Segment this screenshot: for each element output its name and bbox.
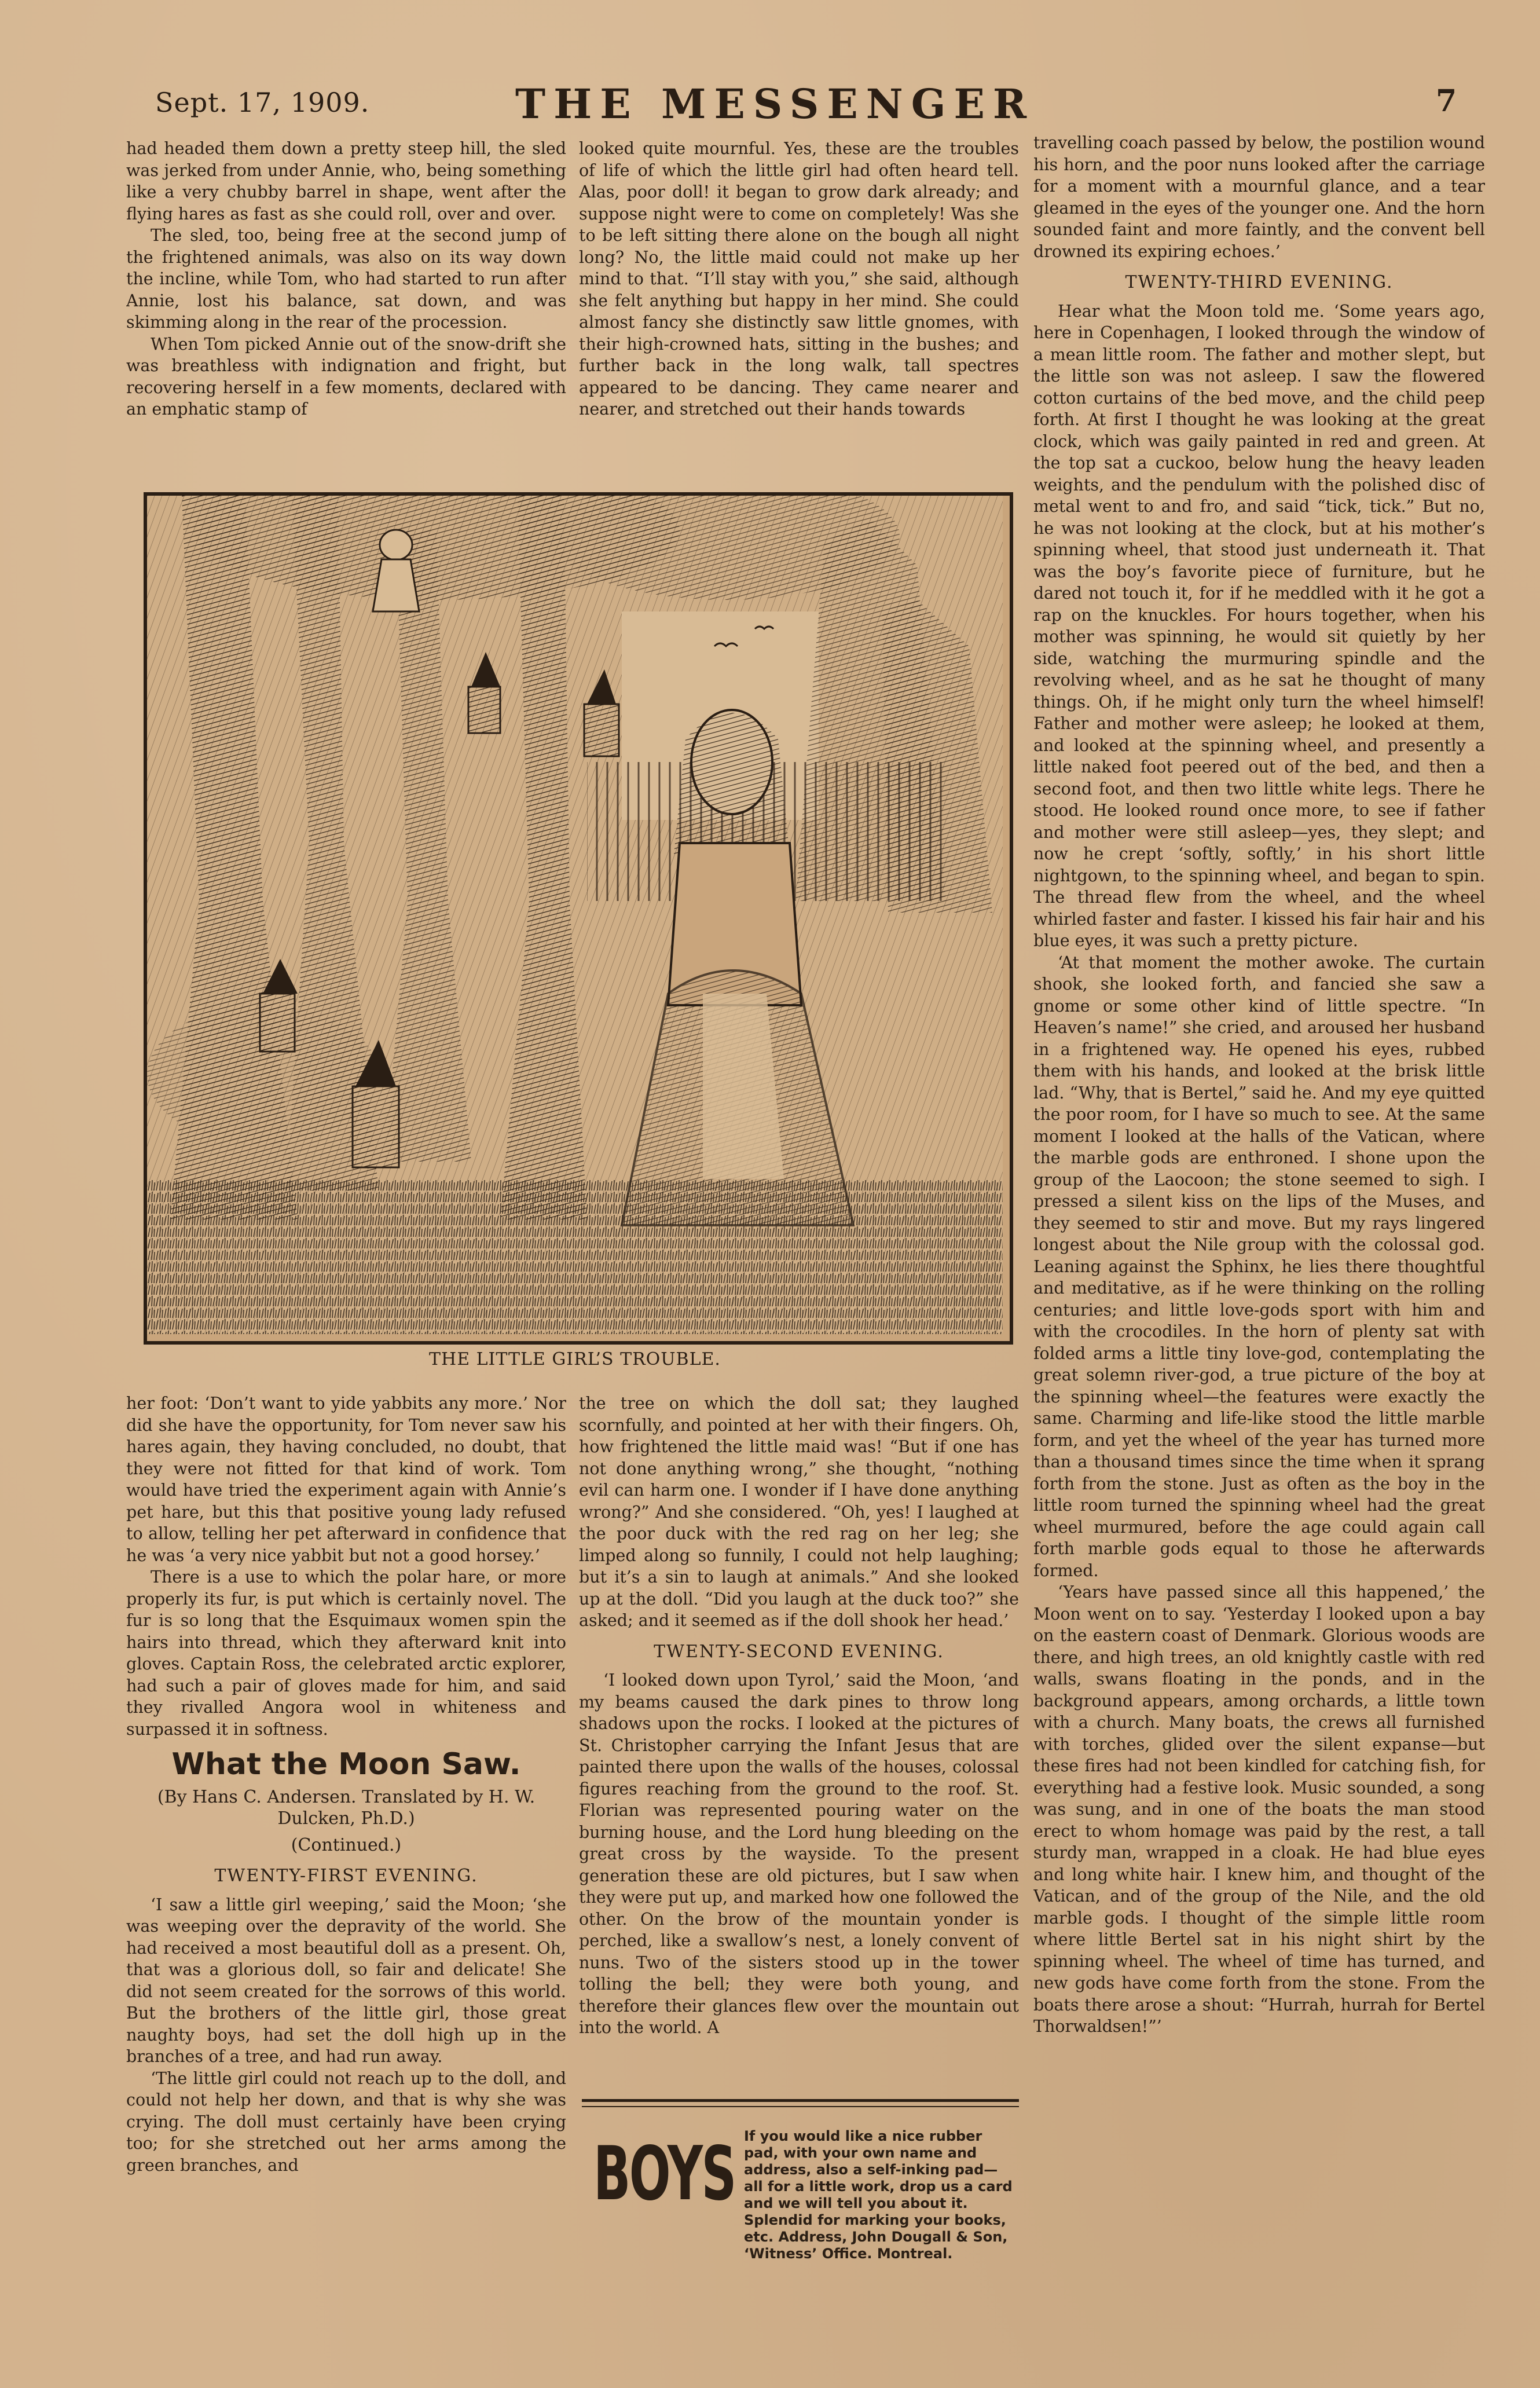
ad-top-rule [582, 2099, 1019, 2102]
paragraph: ‘I looked down upon Tyrol,’ said the Moon, ‘and my beams caused the dark pines to throw long shadows upon the rocks. I looked at the pictures of St. Christopher carrying the Infant Jesus that are painted there upon the walls of the houses, colossal figures reaching from the ground to the roof. St. Florian was represented pouring water on the burning house, and the Lord hung bleeding on the great cross by the wayside. To the present generation these are old pictures, but I saw when they were put up, and marked how one followed the other. On the brow of the mountain yonder is perched, like a swallow’s nest, a lonely convent of nuns. Two of the sisters stood up in the tower tolling the bell; they were both young, and therefore their glances flew over the mountain out into the world. A [579, 1671, 1019, 2037]
column-3 [1033, 132, 1485, 2286]
paragraph: ‘I saw a little girl weeping,’ said the Moon; ‘she was weeping over the depravity of the world. She had received a most beautiful doll as a present. Oh, that was a glorious doll, so fair and delicate! She did not seem created for the sorrows of this world. But the brothers of the little girl, those great naughty boys, had set the doll high up in the branches of a tree, and had run away. [126, 1895, 566, 2066]
issue-date: Sept. 17, 1909. [155, 87, 370, 118]
paragraph: ‘The little girl could not reach up to the doll, and could not help her down, and that is why she was crying. The doll must certainly have been crying too; for she stretched out her arms among the green branches, and [126, 2068, 566, 2175]
illustration-little-girls-trouble [144, 492, 1013, 1345]
paragraph: When Tom picked Annie out of the snow-drift she was breathless with indignation and fright, but recovering herself in a few moments, declared with an emphatic stamp of [126, 334, 566, 419]
masthead [0, 75, 1540, 139]
column-2-top [579, 138, 1019, 462]
paragraph: The sled, too, being free at the second jump of the frightened animals, was also on its way down the incline, while Tom, who had started to run after Annie, lost his balance, sat down, and was skimming along in the rear of the procession. [126, 226, 566, 332]
paragraph: had headed them down a pretty steep hill, the sled was jerked from under Annie, who, being something like a very chubby barrel in shape, went after the flying hares as fast as she could roll, over and over. [126, 139, 566, 224]
column-2-bottom [579, 1393, 1019, 2093]
paragraph: travelling coach passed by below, the postilion wound his horn, and the poor nuns looked after the carriage for a moment with a mournful glance, and a tear gleamed in the eyes of the younger one. And the horn sounded faint and more faintly, and the convent bell drowned its expiring echoes.’ [1033, 133, 1485, 261]
ad-top-rule-thin [582, 2106, 1019, 2107]
section-heading-twenty-second-evening: TWENTY-SECOND EVENING. [654, 1641, 944, 1662]
newspaper-title: THE MESSENGER [515, 80, 1035, 128]
paragraph: the tree on which the doll sat; they laughed scornfully, and pointed at her with their fingers. Oh, how frightened the little maid was! “But if one has not done anything wrong,” she thought, “nothing evil can harm one. I wonder if I have done anything wrong?” And she considered. “Oh, yes! I laughed at the poor duck with the red rag on her leg; she limped along so funnily, I could not help laughing; but it’s a sin to laugh at animals.” And she looked up at the doll. “Did you laugh at the duck too?” she asked; and it seemed as if the doll shook her head.’ [579, 1394, 1019, 1630]
column-1-top [126, 138, 566, 462]
boys-advertisement [582, 2099, 1019, 2273]
continued-label: (Continued.) [291, 1834, 402, 1855]
illustration-caption: THE LITTLE GIRL’S TROUBLE. [429, 1349, 721, 1369]
story-title: What the Moon Saw. [171, 1747, 521, 1782]
paragraph: ‘At that moment the mother awoke. The curtain shook, she looked forth, and fancied she saw a gnome or some other kind of little spectre. “In Heaven’s name!” she cried, and aroused her husband in a frightened way. He opened his eyes, rubbed them with his hands, and looked at the brisk little lad. “Why, that is Bertel,” said he. And my eye quitted the poor room, for I have so much to see. At the same moment I looked at the halls of the Vatican, where the marble gods are enthroned. I shone upon the group of the Laocoon; the stone seemed to sigh. I pressed a silent kiss on the lips of the Muses, and they seemed to stir and move. But my rays lingered longest about the Nile group with the colossal god. Leaning against the Sphinx, he lies there thoughtful and meditative, as if he were thinking on the rolling centuries; and little love-gods sport with him and with the crocodiles. In the horn of plenty sat with folded arms a little tiny love-god, contemplating the great solemn river-god, a true picture of the boy at the spinning wheel—the features were exactly the same. Charming and life-like stood the little marble form, and yet the wheel of the year has turned more than a thousand times since the time when it sprang forth from the stone. Just as often as the boy in the little room turned the spinning wheel had the great wheel murmured, before the age could again call forth marble gods equal to those he afterwards formed. [1033, 953, 1485, 1580]
engraving-forest-scene [147, 496, 1003, 1334]
ad-headline: BOYS [593, 2131, 735, 2217]
story-byline: (By Hans C. Andersen. Translated by H. W. Dulcken, Ph.D.) [157, 1786, 536, 1829]
section-heading-twenty-first-evening: TWENTY-FIRST EVENING. [214, 1866, 478, 1886]
doll-in-tree [373, 530, 419, 611]
paragraph: Hear what the Moon told me. ‘Some years ago, here in Copenhagen, I looked through the window of a mean little room. The father and mother slept, but the little son was not asleep. I saw the flowered cotton curtains of the bed move, and the child peep forth. At first I thought he was looking at the great clock, which was gaily painted in red and green. At the top sat a cuckoo, below hung the heavy leaden weights, and the pendulum with the polished disc of metal went to and fro, and said “tick, tick.” But no, he was not looking at the clock, but at his mother’s spinning wheel, that stood just underneath it. That was the boy’s favorite piece of furniture, but he dared not touch it, for if he meddled with it he got a rap on the knuckles. For hours together, when his mother was spinning, he would sit quietly by her side, watching the murmuring spindle and the revolving wheel, and as he sat he thought of many things. Oh, if he might only turn the wheel himself! Father and mother were asleep; he looked at them, and looked at the spinning wheel, and presently a little naked foot peered out of the bed, and then a second foot, and then two little white legs. There he stood. He looked round once more, to see if father and mother were still asleep—yes, they slept; and now he crept ‘softly, softly,’ in his short little nightgown, to the spinning wheel, and began to spin. The thread flew from the wheel, and the wheel whirled faster and faster. I kissed his fair hair and his blue eyes, it was such a pretty picture. [1033, 301, 1485, 950]
paragraph: her foot: ‘Don’t want to yide yabbits any more.’ Nor did she have the opportunity, for Tom never saw his hares again, they having concluded, no doubt, that they were not fitted for that kind of work. Tom would have tried the experiment again with Annie’s pet hare, but this that positive young lady refused to allow, telling her pet afterward in confidence that he was ‘a very nice yabbit but not a good horsey.’ [126, 1394, 566, 1565]
paragraph: There is a use to which the polar hare, or more properly its fur, is put which is certainly novel. The fur is so long that the Esquimaux women spin the hairs into thread, which they afterward knit into gloves. Captain Ross, the celebrated arctic explorer, had such a pair of gloves made for him, and said they rivalled Angora wool in whiteness and surpassed it in softness. [126, 1567, 566, 1739]
column-1-bottom [126, 1393, 566, 2290]
paragraph: ‘Years have passed since all this happened,’ the Moon went on to say. ‘Yesterday I looked upon a bay on the eastern coast of Denmark. Glorious woods are there, and high trees, an old knightly castle with red walls, swans floating in the ponds, and in the background appears, among orchards, a little town with a church. Many boats, the crews all furnished with torches, glided over the silent expanse—but these fires had not been kindled for catching fish, for everything had a festive look. Music sounded, a song was sung, and in one of the boats the man stood erect to whom homage was paid by the rest, a tall sturdy man, wrapped in a cloak. He had blue eyes and long white hair. I knew him, and thought of the Vatican, and of the group of the Nile, and the old marble gods. I thought of the simple little room where little Bertel sat in his night shirt by the spinning wheel. The wheel of time has turned, and new gods have come forth from the stone. From the boats there arose a shout: “Hurrah, hurrah for Bertel Thorwaldsen!”’ [1033, 1583, 1485, 2036]
section-heading-twenty-third-evening: TWENTY-THIRD EVENING. [1125, 272, 1394, 292]
ad-body-text: If you would like a nice rubber pad, with your own name and address, also a self-inking pad—all for a little work, drop us a card and we will tell you about it. Splendid for marking your books, etc. Address, John Dougall & Son, ‘Witness’ Office. Montreal. [744, 2128, 1013, 2262]
paragraph: looked quite mournful. Yes, these are the troubles of life of which the little girl had often heard tell. Alas, poor doll! it began to grow dark already; and suppose night were to come on completely! Was she to be left sitting there alone on the bough all night long? No, the little maid could not make up her mind to that. “I’ll stay with you,” she said, although she felt anything but happy in her mind. She could almost fancy she distinctly saw little gnomes, with their high-crowned hats, sitting in the bushes; and further back in the long walk, tall spectres appeared to be dancing. They came nearer and nearer, and stretched out their hands towards [579, 139, 1019, 419]
page-number: 7 [1436, 83, 1457, 119]
